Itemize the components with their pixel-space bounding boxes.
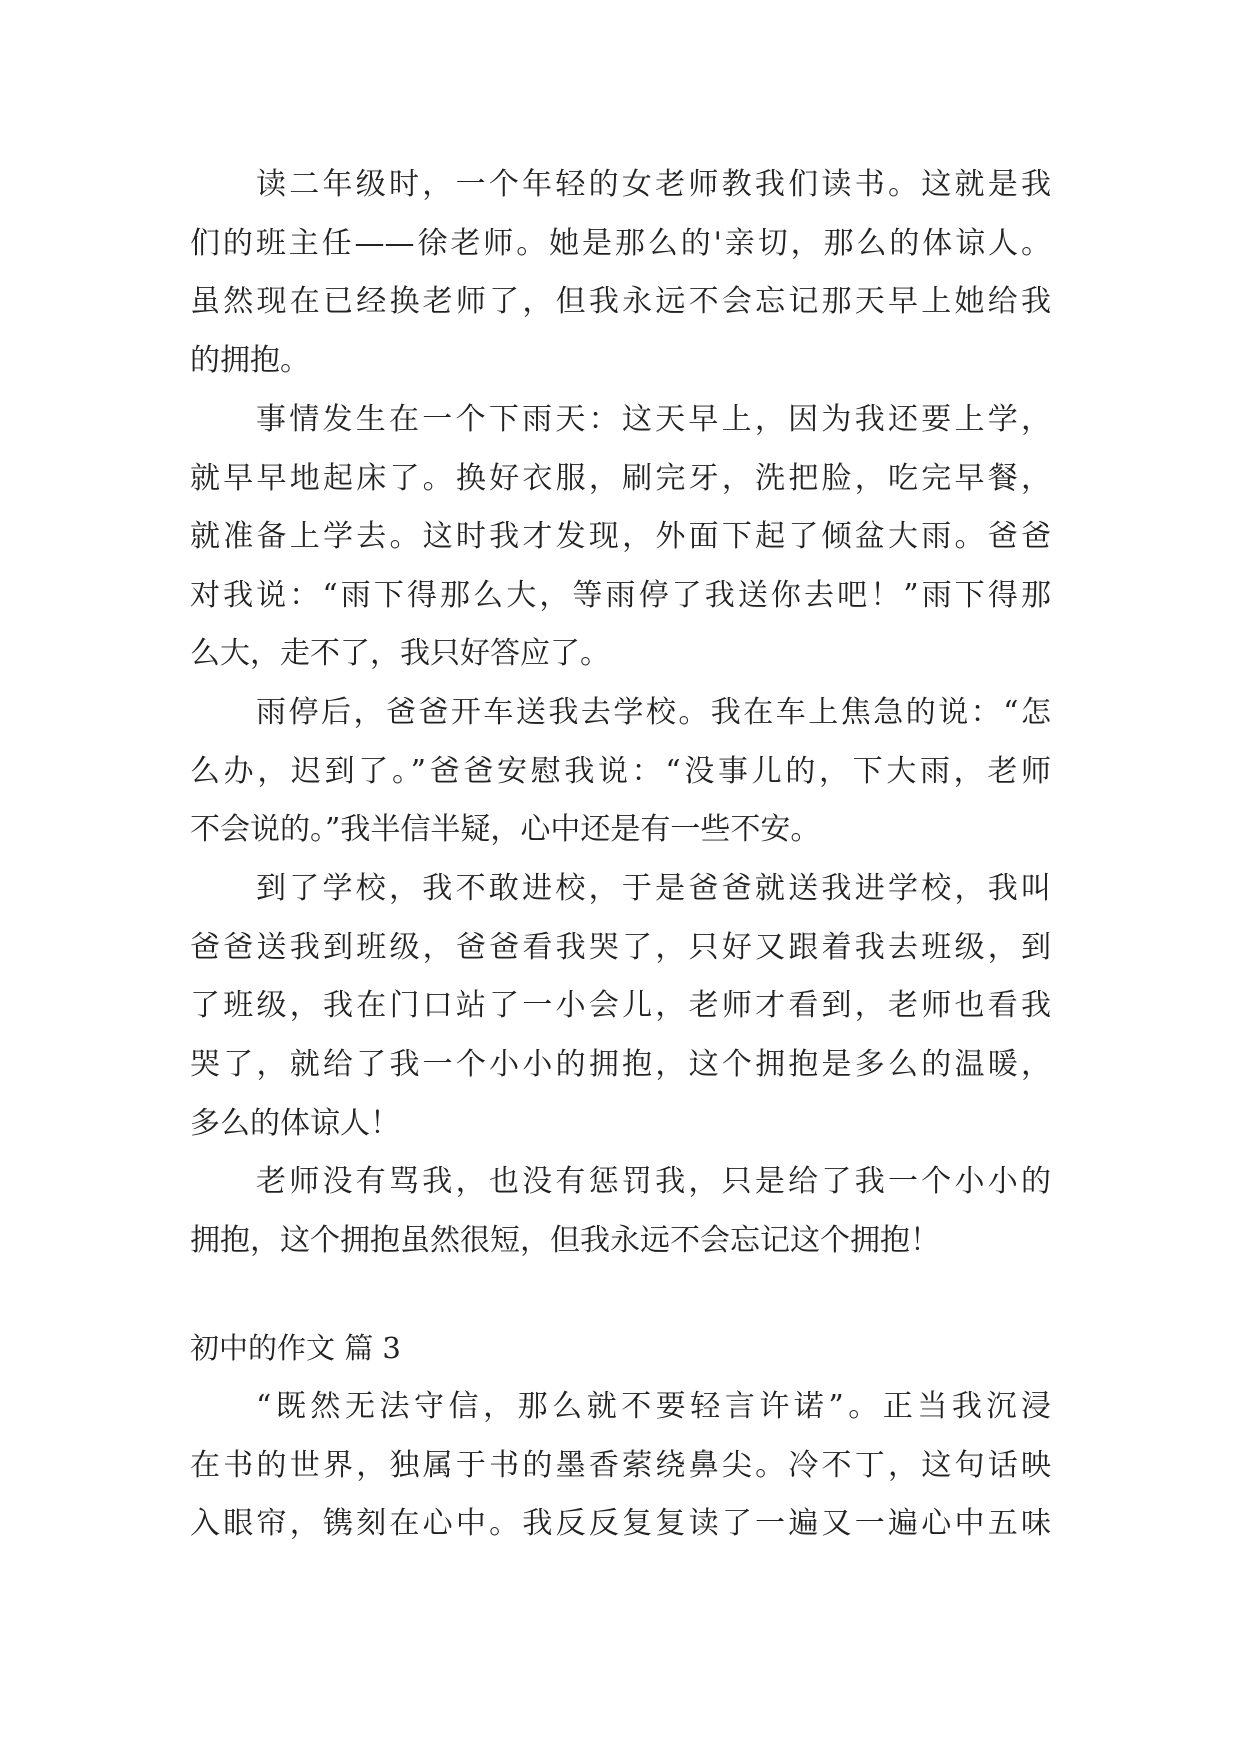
essay-3-line-3: 入眼帘，镌刻在心中。我反反复复读了一遍又一遍心中五味: [190, 1506, 1051, 1541]
paragraph-2-line-5: 么大，走不了，我只好答应了。: [190, 636, 610, 671]
paragraph-4-line-1: 到了学校，我不敢进校，于是爸爸就送我进学校，我叫: [256, 871, 1051, 906]
paragraph-1-line-2: 们的班主任——徐老师。她是那么的'亲切，那么的体谅人。: [190, 226, 1051, 261]
paragraph-2-line-4: 对我说：“雨下得那么大，等雨停了我送你去吧！”雨下得那: [190, 578, 1051, 613]
paragraph-1-line-4: 的拥抱。: [190, 343, 310, 378]
paragraph-4-line-5: 多么的体谅人！: [190, 1106, 400, 1141]
paragraph-5-line-1: 老师没有骂我，也没有惩罚我，只是给了我一个小小的: [256, 1164, 1051, 1199]
paragraph-2-line-3: 就准备上学去。这时我才发现，外面下起了倾盆大雨。爸爸: [190, 519, 1051, 554]
paragraph-2-line-1: 事情发生在一个下雨天：这天早上，因为我还要上学，: [256, 402, 1051, 437]
paragraph-4-line-3: 了班级，我在门口站了一小会儿，老师才看到，老师也看我: [190, 988, 1051, 1023]
essay-3-line-2: 在书的世界，独属于书的墨香萦绕鼻尖。冷不丁，这句话映: [190, 1448, 1051, 1483]
paragraph-3-line-1: 雨停后，爸爸开车送我去学校。我在车上焦急的说：“怎: [256, 695, 1051, 730]
essay-3-line-1: “既然无法守信，那么就不要轻言许诺”。正当我沉浸: [256, 1389, 1051, 1424]
essay-heading: 初中的作文 篇 3: [190, 1331, 401, 1365]
paragraph-1-line-1: 读二年级时，一个年轻的女老师教我们读书。这就是我: [256, 167, 1051, 202]
paragraph-3-line-2: 么办，迟到了。”爸爸安慰我说：“没事儿的，下大雨，老师: [190, 754, 1051, 789]
paragraph-2-line-2: 就早早地起床了。换好衣服，刷完牙，洗把脸，吃完早餐，: [190, 461, 1051, 496]
paragraph-3-line-3: 不会说的。”我半信半疑，心中还是有一些不安。: [190, 812, 821, 847]
paragraph-4-line-2: 爸爸送我到班级，爸爸看我哭了，只好又跟着我去班级，到: [190, 930, 1051, 965]
paragraph-5-line-2: 拥抱，这个拥抱虽然很短，但我永远不会忘记这个拥抱！: [190, 1223, 940, 1258]
paragraph-4-line-4: 哭了，就给了我一个小小的拥抱，这个拥抱是多么的温暖，: [190, 1047, 1051, 1082]
paragraph-1-line-3: 虽然现在已经换老师了，但我永远不会忘记那天早上她给我: [190, 284, 1051, 319]
